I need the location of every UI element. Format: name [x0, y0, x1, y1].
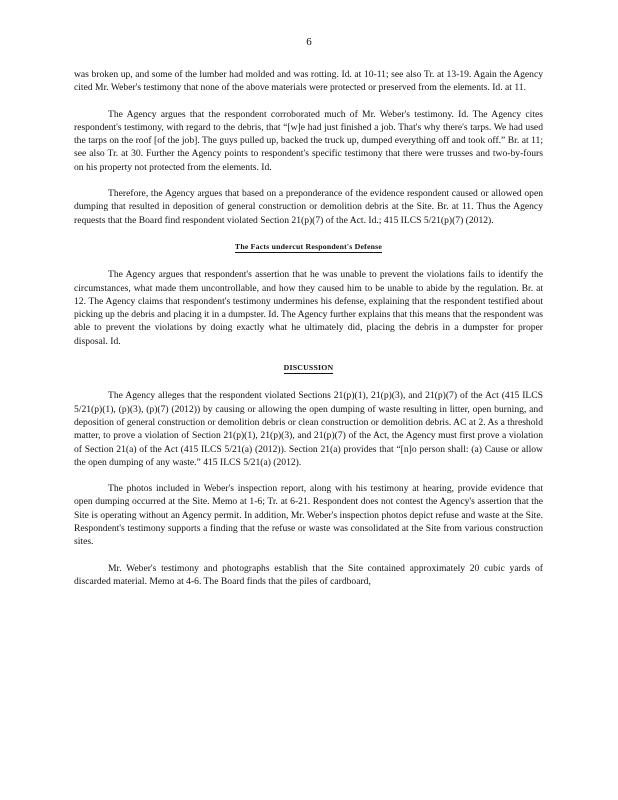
paragraph: The Agency argues that the respondent corroborated much of Mr. Weber's testimony. Id. The Agency cites respondent's testimony, with regard to the debris, that “[w]e had just finished a job. That's why there's tarps. We had used the tarps on the roof [of the job]. The guys pulled up, backed the truck up, dumped everything off and took off.” Br. at 11; see also Tr. at 30. Further the Agency points to respondent's specific testimony that there were trusses and two-by-fours on his property not protected from the elements. Id. [74, 108, 543, 173]
paragraph: The Agency alleges that the respondent violated Sections 21(p)(1), 21(p)(3), and 21(p)(7) of the Act (415 ILCS 5/21(p)(1), (p)(3), (p)(7) (2012)) by causing or allowing the open dumping of waste resulting in litter, open burning, and deposition of general construction or demolition debris or clean construction or demolition debris. AC at 2. As a threshold matter, to prove a violation of Section 21(p)(1), 21(p)(3), and 21(p)(7) of the Act, the Agency must first prove a violation of Section 21(a) of the Act (415 ILCS 5/21(a) (2012)). Section 21(a) provides that “[n]o person shall: (a) Cause or allow the open dumping of any waste.” 415 ILCS 5/21(a) (2012). [74, 390, 543, 468]
paragraph: Therefore, the Agency argues that based on a preponderance of the evidence respondent caused or allowed open dumping that resulted in deposition of general construction or demolition debris at the Site. Br. at 11. Thus the Agency requests that the Board find respondent violated Section 21(p)(7) of the Act. Id.; 415 ILCS 5/21(p)(7) (2012). [74, 188, 543, 226]
document-body [74, 68, 543, 601]
section-heading-discussion [74, 361, 543, 374]
page-number: 6 [306, 36, 312, 48]
paragraph: Mr. Weber's testimony and photographs establish that the Site contained approximately 20 cubic yards of discarded material. Memo at 4-6. The Board finds that the piles of cardboard, [74, 562, 543, 587]
heading-text: The Facts undercut Respondent's Defense [234, 241, 383, 251]
paragraph: The photos included in Weber's inspection report, along with his testimony at hearing, provide evidence that open dumping occurred at the Site. Memo at 1-6; Tr. at 6-21. Respondent does not contest the Agency's assertion that the Site is operating without an Agency permit. In addition, Mr. Weber's inspection photos depict refuse and waste at the Site. Respondent's testimony supports a finding that the refuse or waste was consolidated at the Site from various construction sites. [74, 483, 543, 548]
heading-text: DISCUSSION [283, 363, 334, 373]
paragraph: was broken up, and some of the lumber had molded and was rotting. Id. at 10-11; see also Tr. at 13-19. Again the Agency cited Mr. Weber's testimony that none of the above materials were protected or preserved from the elements. Id. at 11. [74, 69, 543, 94]
paragraph: The Agency argues that respondent's assertion that he was unable to prevent the violations fails to identify the circumstances, what made them uncontrollable, and how they caused him to be unable to abide by the regulation. Br. at 12. The Agency claims that respondent's testimony undermines his defense, explaining that the respondent testified about picking up the debris and placing it in a dumpster. Id. The Agency further explains that this means that the respondent was able to prevent the violations by doing exactly what he ultimately did, placing the debris in a dumpster for proper disposal. Id. [74, 269, 544, 347]
section-heading-facts [74, 240, 543, 253]
